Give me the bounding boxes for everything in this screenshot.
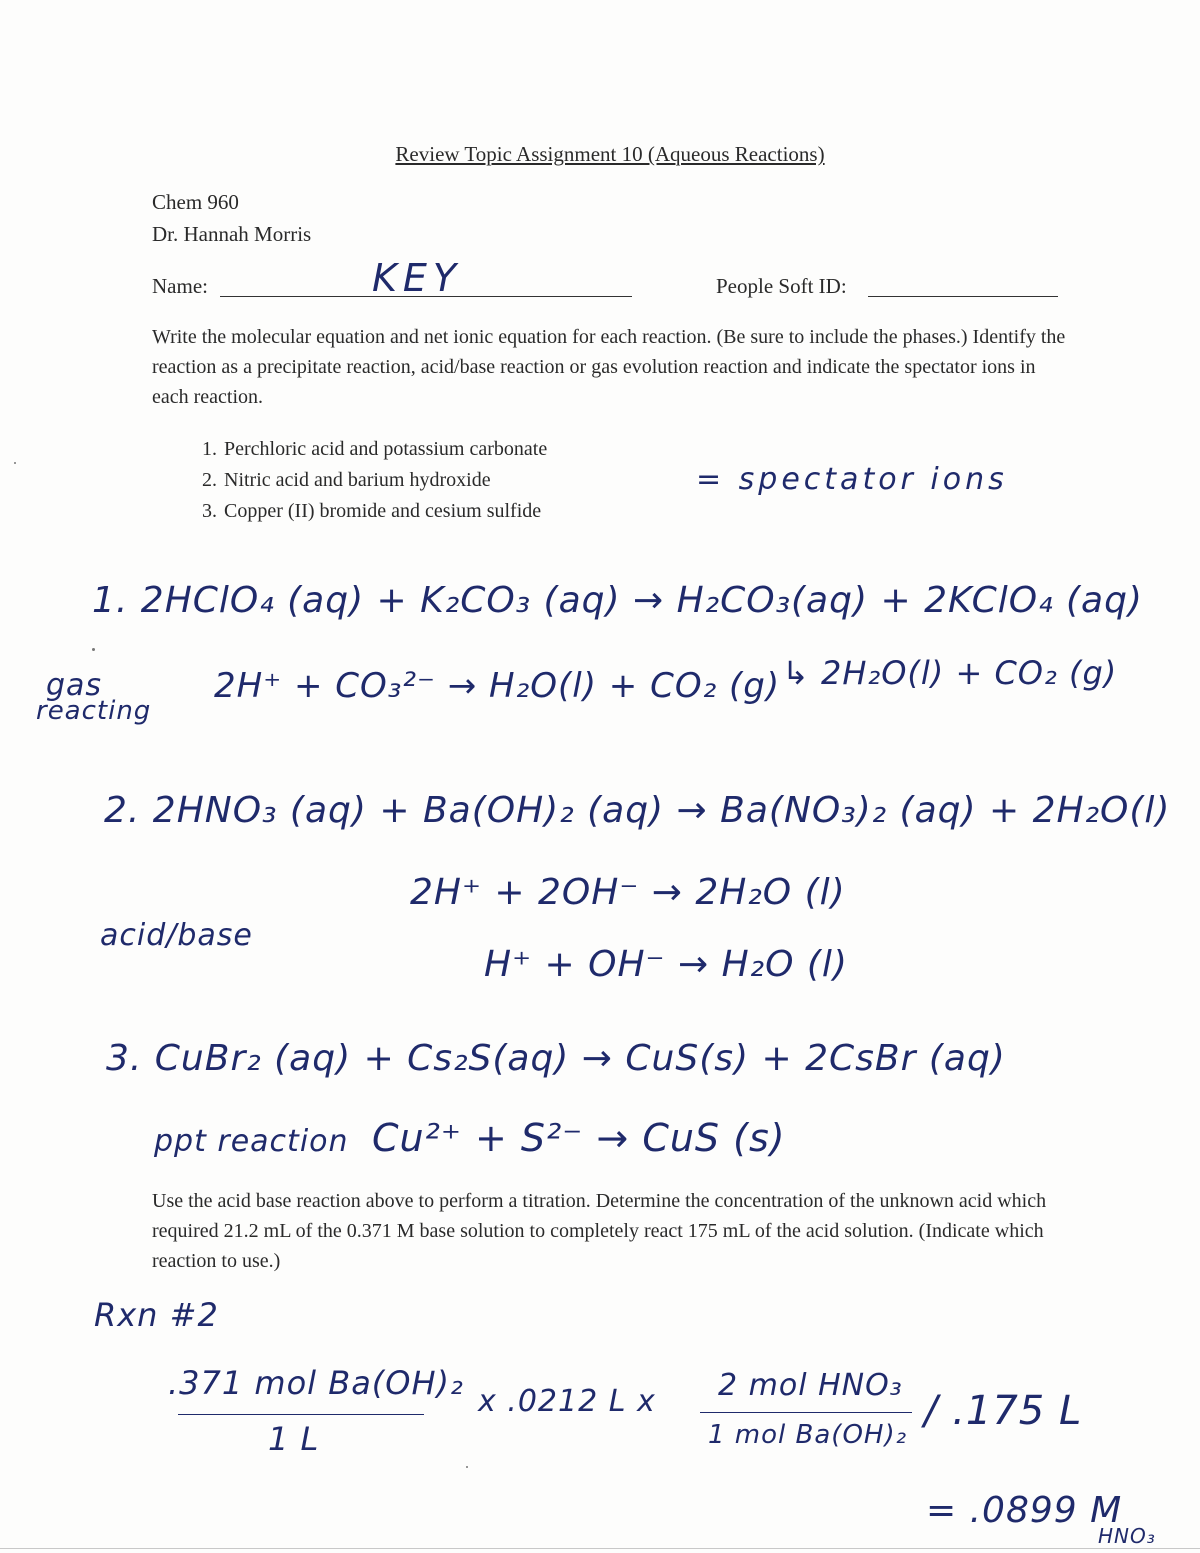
reaction-2-net-ionic: 2H⁺ + 2OH⁻ → 2H₂O (l) — [410, 872, 846, 913]
id-field-line — [868, 296, 1058, 297]
question-item: 3. Copper (II) bromide and cesium sulfide — [222, 496, 547, 527]
reaction-choice: Rxn #2 — [94, 1296, 219, 1334]
page-title: Review Topic Assignment 10 (Aqueous Reactions) — [395, 142, 825, 166]
question-list — [188, 434, 547, 527]
reaction-1-type-gas: gas — [46, 668, 103, 703]
calc-denominator-liter: 1 L — [268, 1420, 320, 1458]
course-name: Chem 960 — [152, 190, 239, 214]
question-item: 1. Perchloric acid and potassium carbonate — [222, 434, 547, 465]
reaction-2-net-ionic-simplified: H⁺ + OH⁻ → H₂O (l) — [484, 944, 848, 985]
scan-edge — [0, 1548, 1200, 1549]
id-label: People Soft ID: — [716, 274, 847, 298]
name-field-value: KEY — [372, 256, 463, 300]
calc-result: = .0899 M — [926, 1490, 1123, 1531]
instructor-name: Dr. Hannah Morris — [152, 222, 312, 246]
reaction-1-type-reacting: reacting — [36, 696, 152, 726]
calc-divide-volume: / .175 L — [924, 1388, 1083, 1434]
reaction-1-molecular: 1. 2HClO₄ (aq) + K₂CO₃ (aq) → H₂CO₃(aq) + 2KClO₄ (aq) — [92, 580, 1143, 621]
scan-speck — [92, 648, 95, 651]
calc-volume-factor: x .0212 L x — [478, 1384, 656, 1419]
reaction-1-net-ionic: 2H⁺ + CO₃²⁻ → H₂O(l) + CO₂ (g) — [214, 666, 781, 706]
scan-speck — [466, 1466, 468, 1468]
reaction-2-molecular: 2. 2HNO₃ (aq) + Ba(OH)₂ (aq) → Ba(NO₃)₂ (aq) + 2H₂O(l) — [104, 790, 1171, 831]
question-item: 2. Nitric acid and barium hydroxide — [222, 465, 547, 496]
reaction-1-decomposition: ↳ 2H₂O(l) + CO₂ (g) — [782, 654, 1118, 692]
titration-prompt: Use the acid base reaction above to perform a titration. Determine the concentration of the unknown acid which required 21.2 mL of the 0.371 M base solution to completely react 175 mL of the acid solution. (Indicate which reaction to use.) — [152, 1190, 1047, 1272]
reaction-3-molecular: 3. CuBr₂ (aq) + Cs₂S(aq) → CuS(s) + 2CsBr (aq) — [106, 1038, 1006, 1079]
calc-mole-ratio-numerator: 2 mol HNO₃ — [718, 1368, 903, 1403]
calc-mole-ratio-bar — [700, 1412, 912, 1413]
reaction-2-type: acid/base — [100, 918, 253, 953]
name-label: Name: — [152, 274, 208, 298]
spectator-legend: = spectator ions — [696, 462, 1008, 497]
reaction-3-type: ppt reaction — [154, 1124, 349, 1159]
scan-speck — [14, 462, 16, 464]
calc-mole-ratio-denominator: 1 mol Ba(OH)₂ — [708, 1420, 908, 1450]
instructions: Write the molecular equation and net ionic equation for each reaction. (Be sure to include the phases.) Identify the reaction as a precipitate reaction, acid/base reaction or gas evolution reaction and indicate the spectator ions in each reaction. — [152, 326, 1066, 408]
calc-fraction-bar — [178, 1414, 424, 1415]
reaction-3-net-ionic: Cu²⁺ + S²⁻ → CuS (s) — [372, 1116, 786, 1160]
calc-result-unit: HNO₃ — [1098, 1524, 1156, 1548]
calc-numerator-molarity: .371 mol Ba(OH)₂ — [168, 1364, 464, 1402]
